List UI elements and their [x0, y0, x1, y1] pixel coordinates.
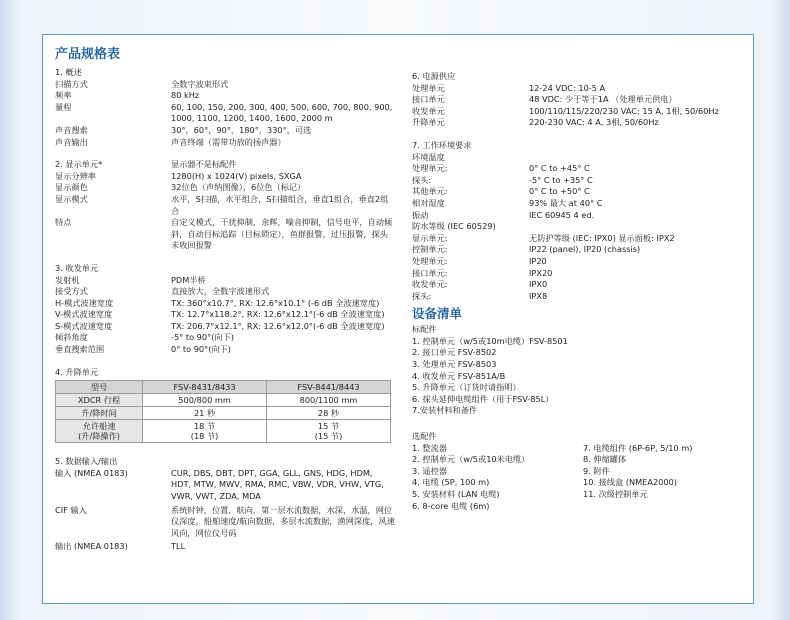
- spec-value: PDM半桥: [171, 274, 206, 285]
- list-item: 6. 8-core 电缆 (6m): [412, 500, 490, 511]
- table-cell: 28 秒: [267, 407, 391, 420]
- page-title: 产品规格表: [55, 47, 121, 62]
- spec-label: 扫描方式: [55, 78, 88, 89]
- section-heading: 7. 工作环境要求: [412, 139, 472, 150]
- spec-label: 声音搜索: [55, 124, 88, 135]
- section-hoist-unit: [55, 367, 395, 444]
- ship-speed-value: 15 节: [317, 421, 340, 432]
- spec-label: 显示单元:: [412, 232, 448, 243]
- table-cell: 21 秒: [143, 407, 267, 420]
- spec-row: [55, 217, 395, 252]
- spec-value: 0° to 90°(向下): [171, 344, 232, 355]
- spec-value: IP20: [529, 255, 547, 266]
- spec-row: [55, 309, 395, 321]
- spec-row: [55, 286, 395, 298]
- spec-value: IPX20: [529, 267, 553, 278]
- spec-row: [55, 137, 395, 149]
- ship-speed-value: 18 节: [193, 421, 216, 432]
- spec-label: 量程: [55, 101, 72, 112]
- spec-row: [55, 102, 395, 125]
- spec-label: 倾斜角度: [55, 332, 88, 343]
- list-item: 11. 次级控制单元: [583, 489, 648, 499]
- spec-sheet: [42, 34, 754, 604]
- spec-label: 处理单元:: [412, 255, 448, 266]
- spec-row: [55, 159, 395, 171]
- spec-row: [55, 541, 395, 553]
- spec-label: 接口单元:: [412, 267, 448, 278]
- spec-row: [412, 268, 747, 280]
- table-header-row: [56, 381, 391, 394]
- table-header-cell: FSV-8441/8443: [267, 381, 391, 394]
- spec-label: 垂直搜索范围: [55, 344, 105, 355]
- section-heading: 4. 升降单元: [55, 366, 99, 377]
- section-heading: 1. 概述: [55, 67, 82, 77]
- spec-label: S-模式波速宽度: [55, 320, 113, 331]
- spec-label: H-模式波速宽度: [55, 297, 114, 308]
- spec-row: [55, 182, 395, 194]
- spec-value: -5° to 90°(向下): [171, 332, 234, 343]
- section-heading: 6. 电源供应: [412, 71, 456, 81]
- left-column: [55, 47, 395, 553]
- spec-value: TX: 360°x10.7°, RX: 12.6°x10.1° (-6 dB 全波速宽度): [171, 297, 380, 308]
- spec-row: [412, 94, 747, 106]
- spec-label: 接口单元: [412, 94, 445, 105]
- table-cell: 500/800 mm: [143, 394, 267, 407]
- spec-row: [412, 256, 747, 268]
- spec-value: 100/110/115/220/230 VAC: 15 A, 1相, 50/60Hz: [529, 105, 719, 116]
- spec-row: [55, 275, 395, 287]
- spec-value: 无防护等级 (IEC: IPX0) 显示面板: IPX2: [529, 232, 675, 243]
- table-row: [56, 407, 391, 420]
- list-item: 9. 附件: [583, 465, 610, 476]
- spec-row: [55, 90, 395, 102]
- spec-label: 控制单元:: [412, 244, 448, 255]
- spec-label: 其他单元:: [412, 186, 448, 197]
- spec-label: 2. 显示单元*: [55, 159, 103, 170]
- ship-speed-label: 允许船速: [82, 421, 116, 432]
- section-heading: 3. 收发单元: [55, 262, 99, 273]
- spec-row: [412, 233, 747, 245]
- table-cell: 800/1100 mm: [267, 394, 391, 407]
- list-item: 2. 接口单元 FSV-8502: [412, 347, 497, 358]
- spec-row: [412, 163, 747, 175]
- table-row-label: [56, 420, 143, 443]
- list-item: 3. 处理单元 FSV-8503: [412, 359, 497, 370]
- list-item: 7.安装材料和备件: [412, 405, 478, 416]
- table-row-label: 升/降时间: [56, 407, 143, 420]
- spec-value: -5° C to +35° C: [529, 174, 593, 185]
- spec-label: 处理单元: [412, 82, 445, 93]
- spec-value: CUR, DBS, DBT, DPT, GGA, GLL, GNS, HDG, HDM, HDT, MTW, MWV, RMA, RMC, VBW, VDR, VHW, VTG, VWR, VWT, ZDA, MDA: [171, 467, 384, 502]
- spec-label: 显示模式: [55, 193, 88, 204]
- ship-speed-sublabel: (升/降操作): [78, 431, 120, 442]
- table-cell: [143, 420, 267, 443]
- spec-value: 系统时钟，位置，航向，第一层水流数据，水深，水温，网位仪深度，船舶速度/航向数据，多层水流数据，渔网深度，风速风向，网位仪号码: [171, 504, 395, 538]
- spec-row: [55, 125, 395, 137]
- spec-label: 接受方式: [55, 286, 88, 297]
- spec-label: 发射机: [55, 274, 80, 285]
- optional-list-col-1: [412, 443, 583, 513]
- spec-value: 93% 最大 at 40° C: [529, 197, 603, 208]
- list-item: 5. 升降单元（订货时请指明）: [412, 382, 521, 393]
- spec-label: 探头:: [412, 290, 432, 301]
- spec-row: [412, 117, 747, 129]
- spec-row: [412, 279, 747, 291]
- spec-value: 32位色（声纳图像），6位色（标记）: [171, 182, 306, 193]
- spec-value: 直接放大，全数字波速形式: [171, 286, 270, 297]
- spec-value: 0° C to +45° C: [529, 163, 590, 174]
- spec-value: 显示器不是标配件: [171, 159, 237, 170]
- spec-value: TLL: [171, 541, 186, 552]
- list-item: 2. 控制单元（w/5或10米电缆）: [412, 454, 530, 465]
- table-row: [56, 420, 391, 443]
- optional-list: [412, 443, 747, 513]
- spec-value: 80 kHz: [171, 90, 200, 101]
- spec-value: 全数字波束形式: [171, 78, 229, 89]
- section-transceiver: [55, 263, 395, 356]
- subsection-heading: 环境温度: [412, 151, 445, 162]
- spec-row: [412, 83, 747, 95]
- spec-row: [412, 244, 747, 256]
- spec-value: IP22 (panel), IP20 (chassis): [529, 244, 641, 255]
- spec-label: 升降单元: [412, 117, 445, 128]
- section-data-io: [55, 456, 395, 553]
- spec-row: [412, 106, 747, 118]
- spec-value: 48 VDC: 少于等于1A （处理单元供电）: [529, 94, 677, 105]
- spec-row: [55, 505, 395, 540]
- hoist-table: [55, 380, 391, 443]
- spec-label: 探头:: [412, 174, 432, 185]
- spec-label: 声音输出: [55, 136, 88, 147]
- list-item: 10. 接线盒 (NMEA2000): [583, 477, 677, 488]
- spec-label: CIF 输入: [55, 504, 87, 515]
- spec-value: 声音终端（需带功放的扬声器）: [171, 136, 286, 147]
- spec-value: 220-230 VAC: 4 A, 3相, 50/60Hz: [529, 117, 659, 128]
- list-item: 1. 控制单元（w/5或10m电缆）FSV-8501: [412, 335, 568, 346]
- spec-label: 振动: [412, 209, 429, 220]
- spec-label: 显示分辨率: [55, 170, 96, 181]
- spec-label: 收发单元: [412, 105, 445, 116]
- list-item: 3. 遥控器: [412, 465, 447, 476]
- spec-value: TX: 12.7°x118.2°, RX: 12.6°x12.1°(-6 dB 全波速宽度): [171, 309, 385, 320]
- spec-label: 收发单元:: [412, 279, 448, 290]
- section-standard-supply: [412, 324, 747, 417]
- spec-row: [412, 291, 747, 303]
- list-item: 4. 电缆 (5P, 100 m): [412, 477, 490, 488]
- spec-value: 30°，60°，90°，180°，330°，可选: [171, 124, 312, 135]
- section-overview: [55, 67, 395, 148]
- spec-value: IEC 60945 4 ed.: [529, 209, 595, 220]
- spec-label: 频率: [55, 90, 72, 101]
- table-cell: [267, 420, 391, 443]
- spec-label: 相对湿度: [412, 197, 445, 208]
- spec-label: 特点: [55, 217, 72, 228]
- spec-row: [55, 344, 395, 356]
- subsection-heading: 防水等级 (IEC 60529): [412, 221, 496, 232]
- spec-value: 自定义模式，干扰抑制，余辉，噪音抑制，信号电平，自动倾斜，自动目标追踪（目标锁定），鱼群报警，过压报警，探头未收回报警: [171, 217, 393, 251]
- spec-row: [55, 79, 395, 91]
- right-column: [412, 71, 747, 512]
- spec-label: 输入 (NMEA 0183): [55, 467, 128, 478]
- subsection-heading: 选配件: [412, 431, 437, 442]
- equipment-list-title: 设备清单: [412, 306, 463, 322]
- spec-row: [412, 186, 747, 198]
- spec-value: 0° C to +50° C: [529, 186, 590, 197]
- spec-value: TX: 206.7°x12.1°, RX: 12.6°x12.0°(-6 dB 全波速宽度): [171, 320, 385, 331]
- spec-row: [55, 468, 395, 503]
- spec-row: [55, 298, 395, 310]
- spec-row: [55, 171, 395, 183]
- spec-row: [412, 175, 747, 187]
- table-row: [56, 394, 391, 407]
- list-item: 6. 探头延伸电缆组件（用于FSV-85L）: [412, 393, 554, 404]
- spec-row: [55, 194, 395, 217]
- list-item: 1. 整流器: [412, 442, 447, 453]
- table-row-label: XDCR 行程: [56, 394, 143, 407]
- spec-value: IPX8: [529, 290, 548, 301]
- section-power-supply: [412, 71, 747, 129]
- table-header-cell: FSV-8431/8433: [143, 381, 267, 394]
- list-item: 8. 伸缩罐体: [583, 454, 627, 465]
- ship-speed-subvalue: (18 节): [190, 431, 219, 442]
- section-optional-supply: [412, 431, 747, 512]
- spec-value: 水平，S扫描，水平组合，S扫描组合，垂直1组合，垂直2组合: [171, 193, 389, 216]
- spec-label: 显示颜色: [55, 182, 88, 193]
- section-heading: 5. 数据输入/输出: [55, 456, 118, 467]
- list-item: 7. 电缆组件 (6P-6P, 5/10 m): [583, 442, 693, 453]
- spec-label: 处理单元:: [412, 163, 448, 174]
- section-environment: [412, 140, 747, 302]
- list-item: 4. 收发单元 FSV-851A/B: [412, 370, 506, 381]
- optional-list-col-2: [583, 443, 747, 513]
- spec-label: 输出 (NMEA 0183): [55, 541, 128, 552]
- spec-row: [412, 210, 747, 222]
- list-item: 5. 安装材料 (LAN 电缆): [412, 489, 500, 499]
- subsection-heading: 标配件: [412, 324, 437, 335]
- spec-value: IPX0: [529, 279, 548, 290]
- spec-row: [412, 198, 747, 210]
- table-header-cell: 型号: [56, 381, 143, 394]
- spec-row: [55, 332, 395, 344]
- section-display: [55, 159, 395, 252]
- spec-value: 60, 100, 150, 200, 300, 400, 500, 600, 700, 800, 900, 1000, 1100, 1200, 1400, 1600, 2000 m: [171, 101, 393, 124]
- spec-label: V-模式波速宽度: [55, 309, 113, 320]
- spec-value: 12-24 VDC: 10-5 A: [529, 82, 606, 93]
- spec-row: [55, 321, 395, 333]
- spec-value: 1280(H) x 1024(V) pixels, SXGA: [171, 170, 302, 181]
- ship-speed-subvalue: (15 节): [314, 431, 343, 442]
